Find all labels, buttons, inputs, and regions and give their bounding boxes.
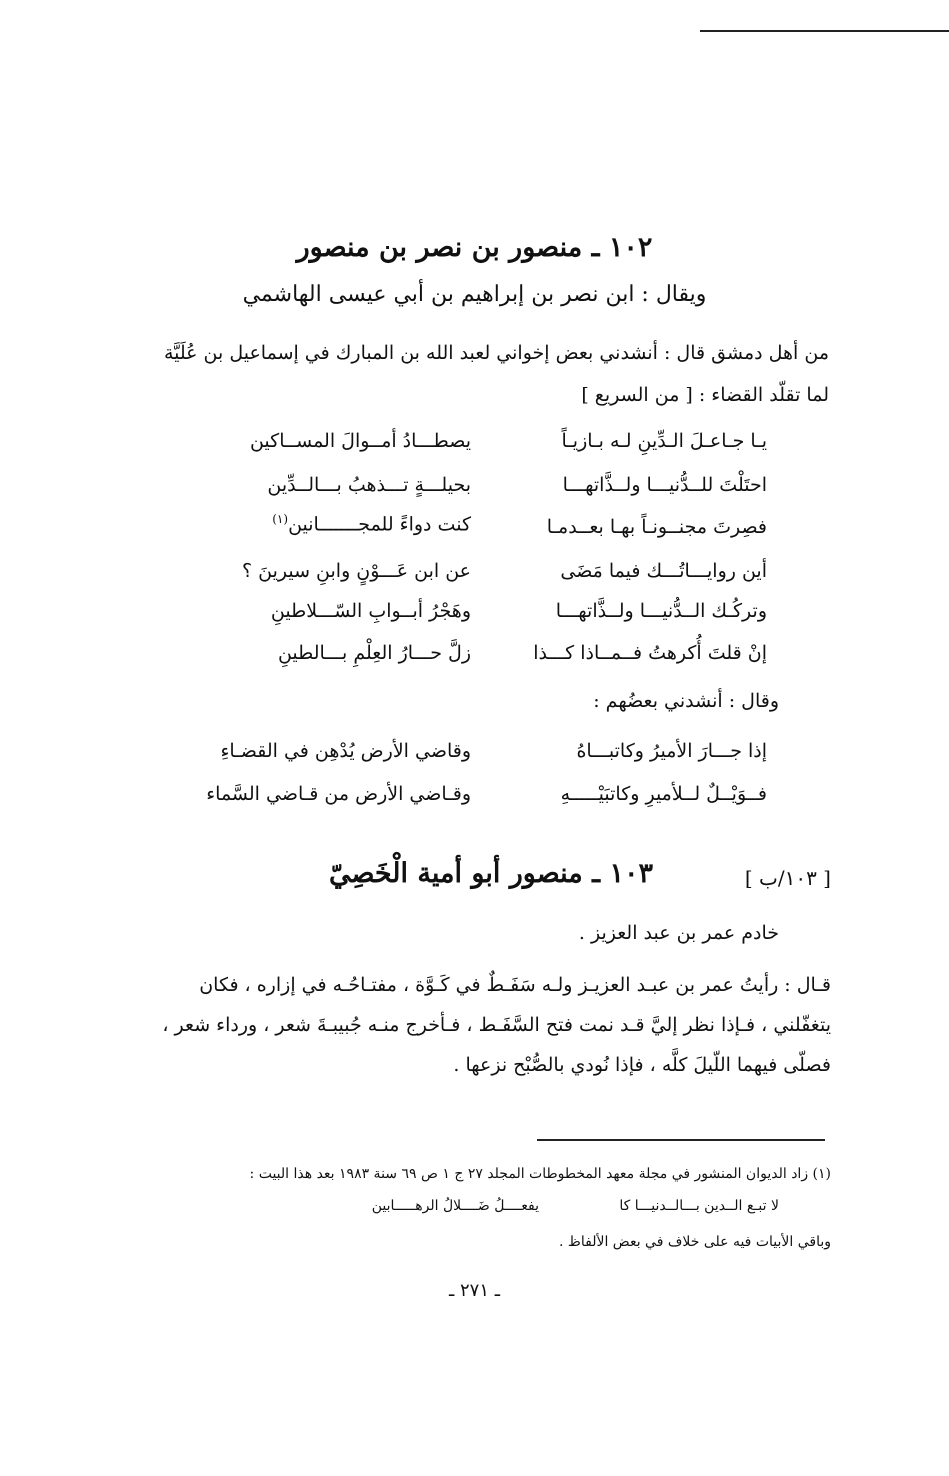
connector-line: وقال : أنشدني بعضُهم : — [593, 690, 779, 712]
intro-line-1: من أهل دمشق قال : أنشدني بعض إخواني لعبد الله بن المبارك في إسماعيل بن عُلَيَّة — [163, 342, 829, 364]
verse-2-left: بحيلـــةٍ تـــذهبُ بـــالــدِّين — [267, 474, 471, 496]
footnote-line-3: وباقي الأبيات فيه على خلاف في بعض الألفاظ . — [559, 1234, 831, 1250]
footnote-verse-right: لا تبـع الــدين بـــالــدنيـــا كا — [619, 1198, 779, 1214]
section-102-subtitle: ويقال : ابن نصر بن إبراهيم بن أبي عيسى الهاشمي — [242, 282, 707, 307]
verse-6-right: إنْ قلتَ أُكرهتُ فــمــاذا كـــذا — [533, 642, 767, 664]
verse-5-left: وهَجْرُ أبــوابِ السّـــلاطينِ — [270, 600, 471, 622]
verse-3-left-text: كنت دواءً للمجـــــــانين — [288, 513, 471, 536]
verse-3-right: فصِرتَ مجنــونـاً بهـا بعــدمـا — [546, 516, 767, 538]
section-102-title: ١٠٢ ـ منصور بن نصر بن منصور — [296, 232, 653, 263]
header-rule — [700, 30, 949, 32]
footnote-marker: (١) — [272, 512, 289, 526]
section-103-title: ١٠٣ ـ منصور أبو أمية الْخَصِيّ — [328, 858, 653, 889]
verse-4-right: أين روايـــاتُـــك فيما مَضَى — [560, 560, 767, 582]
verse-3-left — [217, 512, 471, 535]
section-103-ref: [ ١٠٣/ب ] — [744, 866, 831, 890]
section-103-intro: خادم عمر بن عبد العزيز . — [578, 922, 779, 944]
intro-line-2: لما تقلّد القضاء : [ من السريع ] — [581, 384, 829, 406]
verse-5-right: وتركُـك الــدُّنيـــا ولــذَّاتهـــا — [555, 600, 767, 622]
verse-8-right: فــوَيْــلٌ لــلأميرِ وكاتبَيْـــــهِ — [560, 783, 767, 805]
verse-6-left: زلَّ حـــارُ العِلْمِ بـــالطينِ — [277, 642, 471, 664]
verse-4-left: عن ابن عَـــوْنٍ وابنِ سيرينَ ؟ — [241, 560, 471, 582]
footnote-line-1: (١) زاد الديوان المنشور في مجلة معهد المخطوطات المجلد ٢٧ ج ١ ص ٦٩ سنة ١٩٨٣ بعد هذا البيت : — [249, 1166, 831, 1182]
para-line-1: قـال : رأيتُ عمر بن عبـد العزيـز ولـه سَفَـطٌ في كَـوَّة ، مفتـاحُـه في إزاره ، فكان — [199, 974, 831, 996]
verse-1-left: يصطـــادُ أمــوالَ المســاكين — [249, 430, 471, 452]
para-line-3: فصلّى فيهما اللّيلَ كلَّه ، فإذا نُودي بالصُّبْح نزعها . — [453, 1054, 831, 1076]
verse-7-left: وقاضي الأرض يُدْهِن في القضـاءِ — [220, 740, 471, 762]
footnote-rule — [537, 1139, 825, 1141]
para-line-2: يتغفّلني ، فـإذا نظر إليَّ قـد نمت فتح السَّفَـط ، فـأخرج منـه جُبيبـةَ شعر ، ورداء شعر ، — [162, 1014, 831, 1036]
verse-2-right: احتَلْتَ للــدُّنيـــا ولــذَّاتهـــا — [562, 474, 767, 496]
verse-8-left: وقـاضي الأرض من قـاضي السَّماء — [206, 783, 471, 805]
page-number: ـ ٢٧١ ـ — [448, 1280, 500, 1301]
verse-7-right: إذا جـــارَ الأميرُ وكاتبـــاهُ — [576, 740, 767, 762]
verse-1-right: يـا جـاعـلَ الـدِّينِ لـه بـازيـاً — [561, 430, 767, 452]
footnote-verse-left: يفعــــلُ ضَــــلالُ الرهـــــابين — [371, 1198, 539, 1214]
